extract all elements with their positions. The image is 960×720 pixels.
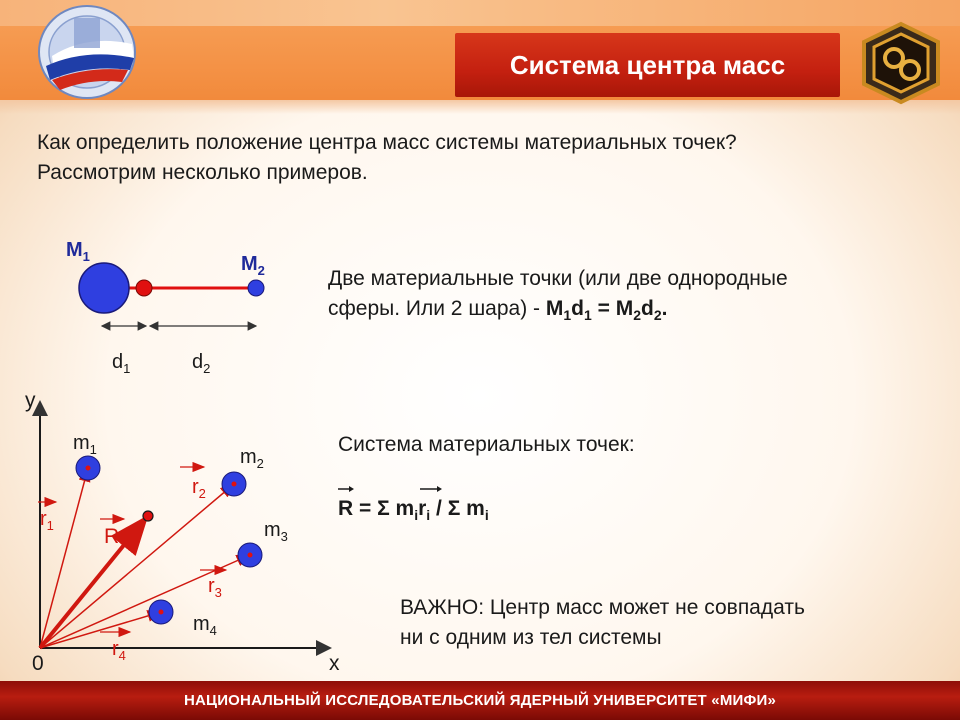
svg-text:r3: $r_3$ (208, 575, 222, 600)
page-title: Система центра масс (509, 49, 786, 80)
two-points-line-2-text: сферы. Или 2 шара) - (328, 297, 546, 320)
label-r3 (200, 570, 226, 600)
svg-text:R: R (104, 525, 120, 548)
svg-text:r4: $r_4$ (112, 638, 126, 663)
formula-r: r (418, 497, 426, 521)
center-of-mass-point (136, 280, 152, 296)
label-m1: $m_1$ (73, 432, 97, 457)
center-of-mass-R (143, 511, 153, 521)
label-R (100, 519, 124, 548)
mass-M1 (79, 263, 129, 313)
center-of-mass-formula: R = Σ $m_i$ $r_i$ / Σ $m_i$ (338, 497, 489, 523)
vector-r3 (40, 555, 250, 648)
label-M2: $M_2$ (241, 253, 265, 278)
label-m3: $m_3$ (264, 519, 288, 544)
vector-R (40, 518, 146, 648)
formula-R: R (338, 497, 353, 521)
label-M1: $M_1$ (66, 239, 90, 264)
two-mass-diagram (66, 239, 265, 376)
intro-line-2: Рассмотрим несколько примеров. (37, 161, 368, 184)
label-r2 (180, 467, 206, 501)
two-points-line-1: Две материальные точки (или две однородные (328, 267, 788, 290)
mass-M2 (248, 280, 264, 296)
label-m2: $m_2$ (240, 446, 264, 471)
svg-text:r1: $r_1$ (40, 508, 54, 533)
intro-line-1: Как определить положение центра масс системы материальных точек? (37, 131, 737, 154)
y-axis-label: y (25, 389, 36, 412)
svg-text:r2: $r_2$ (192, 476, 206, 501)
moment-equation: $M_1d_1 = M_2d_2$. (545, 297, 668, 324)
footer-text: НАЦИОНАЛЬНЫЙ ИССЛЕДОВАТЕЛЬСКИЙ ЯДЕРНЫЙ УНИВЕРСИТЕТ «МИФИ» (183, 692, 777, 709)
label-d2: $d_2$ (192, 351, 211, 376)
radius-vectors (40, 468, 250, 648)
footer-bar (0, 681, 960, 720)
origin-label: 0 (32, 652, 44, 675)
system-label: Система материальных точек: (338, 433, 635, 456)
important-line-1: ВАЖНО: Центр масс может не совпадать (400, 596, 805, 619)
vector-r4 (40, 612, 161, 648)
label-m4: $m_4$ (193, 613, 217, 638)
x-axis-label: x (329, 652, 340, 675)
important-line-2: ни с одним из тел системы (400, 626, 662, 649)
label-d1: $d_1$ (112, 351, 131, 376)
